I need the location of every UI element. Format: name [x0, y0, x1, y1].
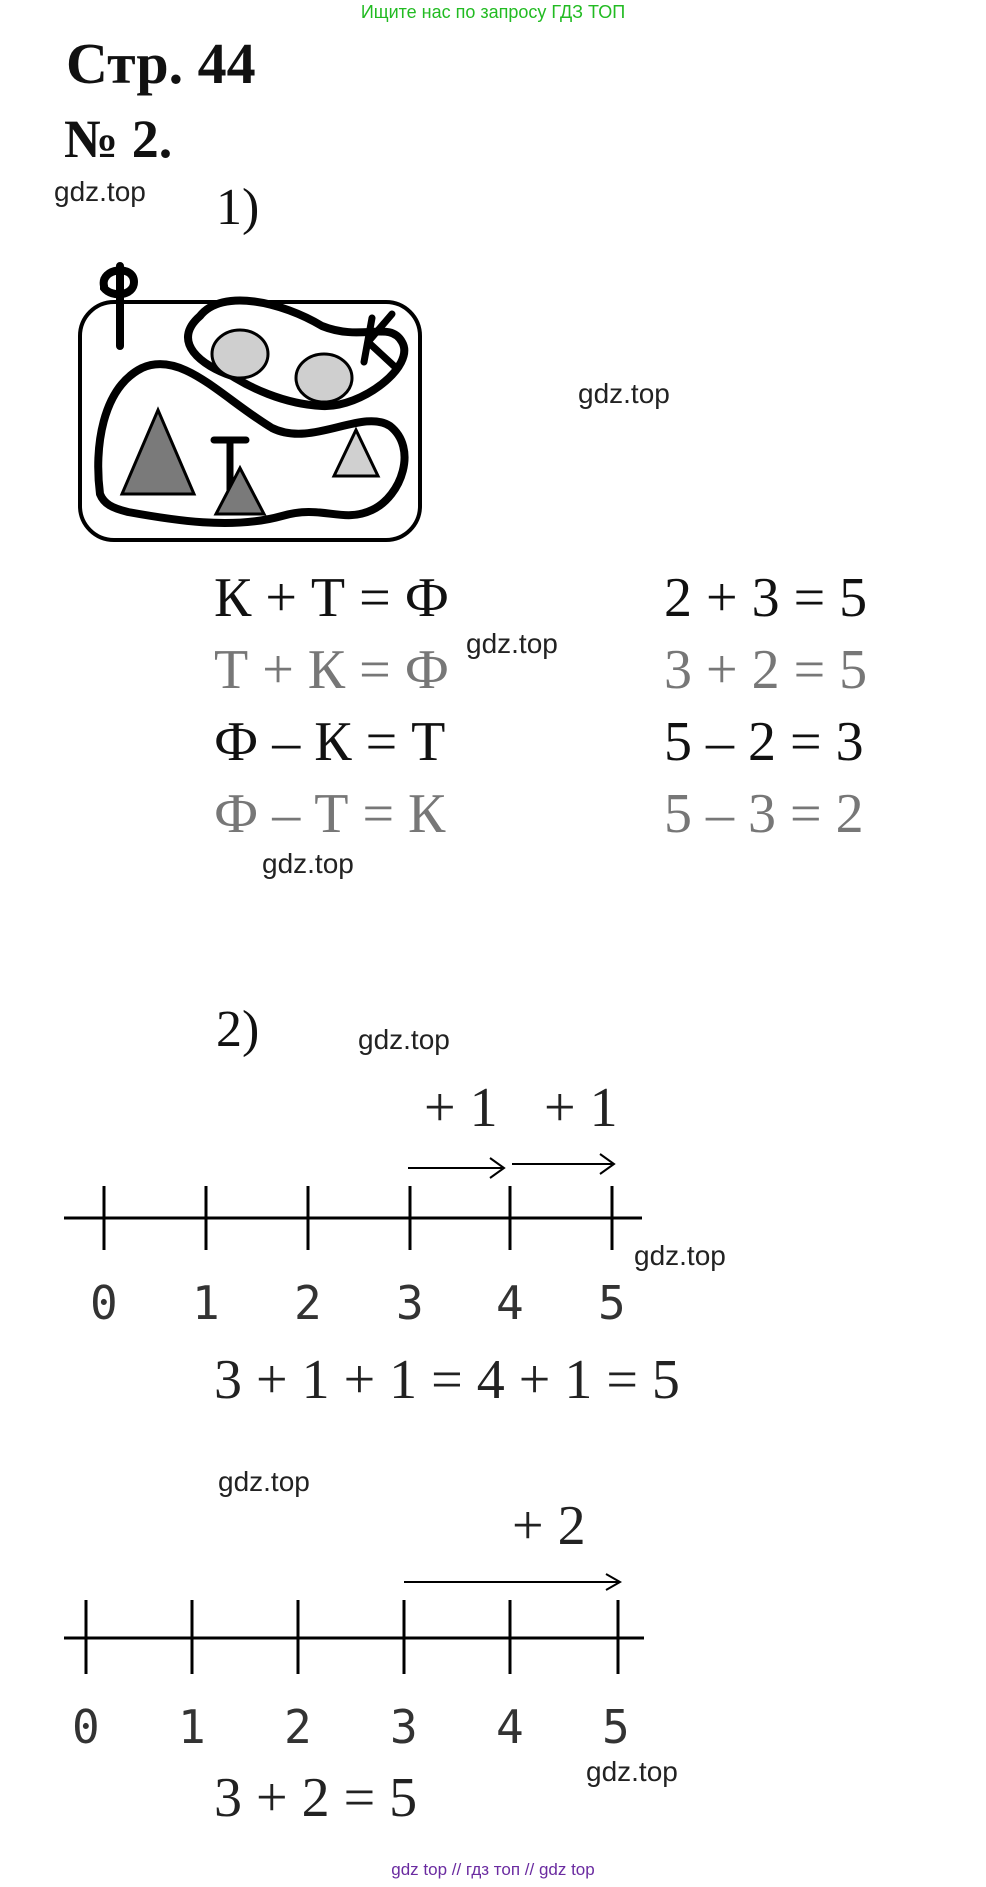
- part-1-label: 1): [216, 179, 260, 236]
- jump-label: + 2: [512, 1495, 586, 1557]
- letter-equation: Ф – Т = К: [214, 783, 446, 845]
- tick-label: 1: [178, 1700, 206, 1754]
- jump-label: + 1: [424, 1077, 498, 1139]
- page-title: Стр. 44: [66, 31, 256, 96]
- watermark: gdz.top: [578, 378, 670, 409]
- footer-links: gdz top // гдз топ // gdz top: [391, 1860, 595, 1879]
- number-equation: 5 – 2 = 3: [664, 711, 864, 773]
- tick-label: 4: [496, 1276, 524, 1330]
- tick-label: 3: [390, 1700, 418, 1754]
- tick-label: 0: [90, 1276, 118, 1330]
- watermark: gdz.top: [634, 1240, 726, 1271]
- number-equation: 3 + 2 = 5: [664, 639, 868, 701]
- circle-shape: [296, 354, 352, 402]
- triangle-shape: [216, 468, 264, 514]
- watermark: gdz.top: [466, 628, 558, 659]
- tick-label: 5: [598, 1276, 626, 1330]
- number-line-2: [64, 1570, 664, 1680]
- tick-label: 5: [602, 1700, 630, 1754]
- tick-label: 4: [496, 1700, 524, 1754]
- tick-label: 2: [294, 1276, 322, 1330]
- tick-label: 1: [192, 1276, 220, 1330]
- watermark: gdz.top: [262, 848, 354, 879]
- tick-label: 2: [284, 1700, 312, 1754]
- number-equation: 2 + 3 = 5: [664, 567, 868, 629]
- circle-shape: [212, 330, 268, 378]
- part-2-label: 2): [216, 1001, 260, 1058]
- tick-label: 0: [72, 1700, 100, 1754]
- jump-label: + 1: [544, 1077, 618, 1139]
- task-number: № 2.: [64, 109, 173, 169]
- numberline-2-equation: 3 + 2 = 5: [214, 1767, 418, 1829]
- triangle-shape: [122, 410, 194, 494]
- sets-figure: [72, 258, 432, 548]
- tick-label: 3: [396, 1276, 424, 1330]
- watermark: gdz.top: [54, 176, 146, 207]
- watermark: gdz.top: [218, 1466, 310, 1497]
- watermark: gdz.top: [586, 1756, 678, 1787]
- letter-equation: К + Т = Ф: [214, 567, 449, 629]
- label-k-mark: [364, 314, 394, 366]
- number-equation: 5 – 3 = 2: [664, 783, 864, 845]
- numberline-1-equation: 3 + 1 + 1 = 4 + 1 = 5: [214, 1349, 680, 1411]
- label-f-mark: [104, 266, 134, 346]
- number-line-1: [64, 1150, 664, 1260]
- watermark: gdz.top: [358, 1024, 450, 1055]
- triangle-shape: [334, 430, 378, 476]
- letter-equation: Т + К = Ф: [214, 639, 449, 701]
- top-banner: Ищите нас по запросу ГДЗ ТОП: [360, 2, 626, 22]
- letter-equation: Ф – К = Т: [214, 711, 446, 773]
